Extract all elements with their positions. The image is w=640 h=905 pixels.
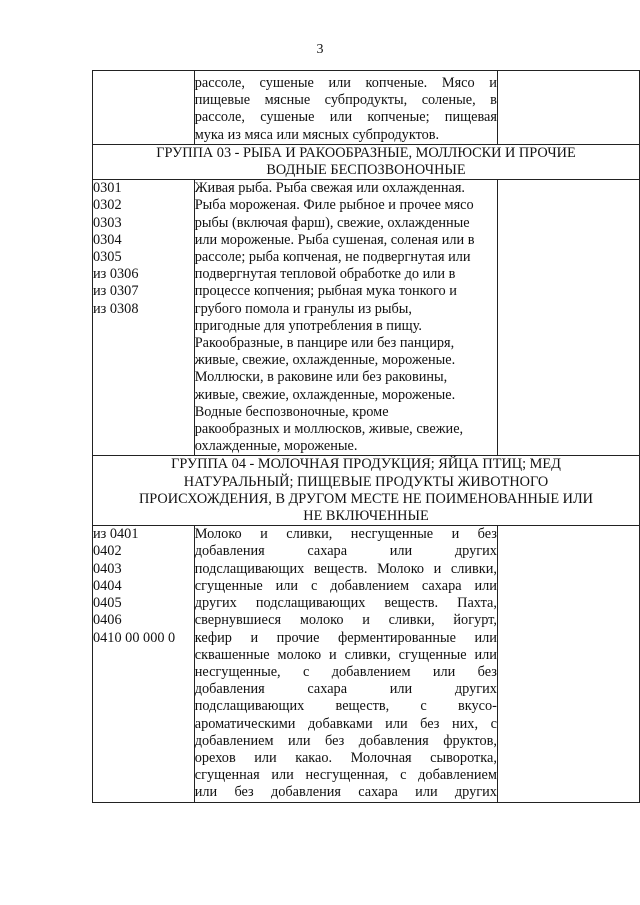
tnved-table xyxy=(92,70,640,803)
group-heading-line: НЕ ВКЛЮЧЕННЫЕ xyxy=(303,508,429,525)
description-line: сгущенные или с добавлением сахара или xyxy=(194,577,497,594)
description-cell xyxy=(194,71,497,145)
group-04-heading xyxy=(93,456,640,526)
code-cell xyxy=(93,526,195,802)
description-cell xyxy=(194,526,497,802)
code-item: из 0308 xyxy=(93,300,139,317)
description-line: несгущенные, с добавлением или без xyxy=(194,663,497,680)
description-line: живые, свежие, охлажденные, мороженые. xyxy=(194,352,456,369)
code-item: 0410 00 000 0 xyxy=(93,629,176,646)
code-item: 0305 xyxy=(93,249,122,266)
description-line: сгущенная или несгущенная, с добавлением xyxy=(194,767,497,784)
code-item: 0302 xyxy=(93,197,122,214)
group-03-heading xyxy=(93,144,640,179)
description-line: рассоле, сушеные или копченые; пищевая xyxy=(194,109,497,126)
table-row-group-header xyxy=(93,144,640,179)
description-line: сквашенные молоко и сливки, сгущенные или xyxy=(194,646,497,663)
description-line: добавления сахара или других xyxy=(194,543,497,560)
description-line: подслащивающих веществ, с вкусо- xyxy=(194,698,497,715)
description-line: или мороженые. Рыба сушеная, соленая или в xyxy=(194,231,475,248)
description-line: добавления сахара или других xyxy=(194,681,497,698)
table-row-entry xyxy=(93,526,640,802)
description-line: других подслащивающих веществ. Пахта, xyxy=(194,595,497,612)
description-line: ракообразных и моллюсков, живые, свежие, xyxy=(194,421,464,438)
empty-cell xyxy=(497,526,639,802)
description-line: пригодные для употребления в пищу. xyxy=(194,317,422,334)
description-line: грубого помола и гранулы из рыбы, xyxy=(194,300,412,317)
code-item: 0402 xyxy=(93,543,122,560)
table-row-continuation xyxy=(93,71,640,145)
group-heading-line: ГРУППА 04 - МОЛОЧНАЯ ПРОДУКЦИЯ; ЯЙЦА ПТИЦ; МЕД xyxy=(171,456,561,473)
code-item: из 0307 xyxy=(93,283,139,300)
table-row-entry xyxy=(93,180,640,456)
code-item: 0404 xyxy=(93,577,122,594)
description-line: рассоле; рыба копченая, не подвергнутая или xyxy=(194,249,471,266)
code-item: 0403 xyxy=(93,560,122,577)
description-line: орехов или какао. Молочная сыворотка, xyxy=(194,749,497,766)
code-item: 0405 xyxy=(93,595,122,612)
code-item: 0301 xyxy=(93,180,122,197)
description-line: Моллюски, в раковине или без раковины, xyxy=(194,369,448,386)
description-line: Живая рыба. Рыба свежая или охлажденная. xyxy=(194,180,465,197)
description-line: Рыба мороженая. Филе рыбное и прочее мясо xyxy=(194,197,474,214)
empty-cell xyxy=(497,71,639,145)
description-cell xyxy=(194,180,497,456)
description-line: подслащивающих веществ. Молоко и сливки, xyxy=(194,560,497,577)
description-line: ароматическими добавками или без них, с xyxy=(194,715,497,732)
description-line: рыбы (включая фарш), свежие, охлажденные xyxy=(194,214,470,231)
group-heading-line: НАТУРАЛЬНЫЙ; ПИЩЕВЫЕ ПРОДУКТЫ ЖИВОТНОГО xyxy=(183,473,549,490)
description-line: охлажденные, мороженые. xyxy=(194,438,358,455)
description-line: живые, свежие, охлажденные, мороженые. xyxy=(194,386,456,403)
description-line: процессе копчения; рыбная мука тонкого и xyxy=(194,283,457,300)
code-item: 0304 xyxy=(93,231,122,248)
empty-cell xyxy=(497,180,639,456)
description-line: Молоко и сливки, несгущенные и без xyxy=(194,526,497,543)
code-item: из 0306 xyxy=(93,266,139,283)
description-line: или без добавления сахара или других xyxy=(194,784,497,801)
description-line: кефир и прочие ферментированные или xyxy=(194,629,497,646)
description-line: Водные беспозвоночные, кроме xyxy=(194,403,389,420)
page-number: 3 xyxy=(316,42,324,57)
description-line: подвергнутая тепловой обработке до или в xyxy=(194,266,456,283)
group-heading-line: ГРУППА 03 - РЫБА И РАКООБРАЗНЫЕ, МОЛЛЮСКИ И ПРОЧИЕ xyxy=(156,144,576,161)
description-line: мука из мяса или мясных субпродуктов. xyxy=(194,126,440,143)
group-heading-line: ПРОИСХОЖДЕНИЯ, В ДРУГОМ МЕСТЕ НЕ ПОИМЕНОВАННЫЕ ИЛИ xyxy=(138,490,594,507)
description-line: пищевые мясные субпродукты, соленые, в xyxy=(194,92,497,109)
code-item: из 0401 xyxy=(93,526,139,543)
code-item: 0303 xyxy=(93,214,122,231)
description-line: свернувшиеся молоко и сливки, йогурт, xyxy=(194,612,497,629)
code-cell xyxy=(93,71,195,145)
table-row-group-header xyxy=(93,456,640,526)
group-heading-line: ВОДНЫЕ БЕСПОЗВОНОЧНЫЕ xyxy=(266,162,466,179)
description-line: добавлением или без добавления фруктов, xyxy=(194,732,497,749)
code-item: 0406 xyxy=(93,612,122,629)
code-cell xyxy=(93,180,195,456)
description-line: рассоле, сушеные или копченые. Мясо и xyxy=(194,75,497,91)
description-line: Ракообразные, в панцире или без панциря, xyxy=(194,335,455,352)
